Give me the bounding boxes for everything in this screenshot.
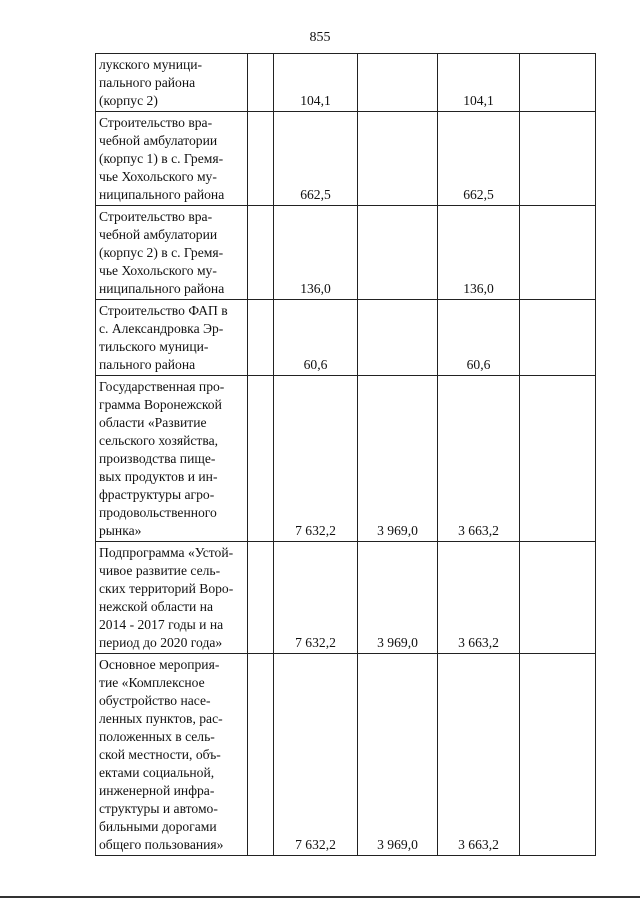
row-name-cell xyxy=(96,542,248,654)
row-name-line: грамма Воронежской xyxy=(99,397,222,412)
row-name-line: ниципального района xyxy=(99,187,225,202)
row-name-line: тие «Комплексное xyxy=(99,675,205,690)
row-name-line: ниципального района xyxy=(99,281,225,296)
row-name-line: чебной амбулатории xyxy=(99,133,218,148)
row-name-line: Строительство вра- xyxy=(99,209,213,224)
row-name-cell xyxy=(96,376,248,542)
row-name-line: пального района xyxy=(99,75,196,90)
blank-cell xyxy=(520,300,596,376)
row-name-line: ектами социальной, xyxy=(99,765,215,780)
row-name-line: чье Хохольского му- xyxy=(99,263,217,278)
page-number: 855 xyxy=(309,30,331,45)
row-name-cell xyxy=(96,206,248,300)
total-cell xyxy=(274,654,358,856)
total-value: 662,5 xyxy=(300,187,331,202)
row-name-line: тильского муници- xyxy=(99,339,209,354)
table-row xyxy=(96,206,596,300)
blank-cell xyxy=(520,54,596,112)
row-name-line: обустройство насе- xyxy=(99,693,211,708)
federal-value: 3 969,0 xyxy=(377,523,418,538)
federal-cell xyxy=(358,206,438,300)
total-cell xyxy=(274,376,358,542)
regional-value: 60,6 xyxy=(466,357,491,372)
row-name-line: период до 2020 года» xyxy=(99,635,223,650)
table-row xyxy=(96,300,596,376)
row-name-cell xyxy=(96,54,248,112)
federal-cell xyxy=(358,300,438,376)
federal-cell xyxy=(358,54,438,112)
regional-value: 3 663,2 xyxy=(458,635,499,650)
blank-cell xyxy=(520,206,596,300)
federal-cell xyxy=(358,542,438,654)
row-name-line: Строительство ФАП в xyxy=(99,303,228,318)
table-row xyxy=(96,112,596,206)
regional-value: 136,0 xyxy=(463,281,494,296)
blank-cell xyxy=(248,54,274,112)
row-name-line: общего пользования» xyxy=(99,837,224,852)
regional-cell xyxy=(438,206,520,300)
blank-cell xyxy=(248,206,274,300)
blank-cell xyxy=(520,654,596,856)
budget-table xyxy=(95,53,596,856)
federal-cell xyxy=(358,112,438,206)
row-name-line: Государственная про- xyxy=(99,379,225,394)
row-name-line: бильными дорогами xyxy=(99,819,217,834)
blank-cell xyxy=(248,654,274,856)
table-body xyxy=(96,54,596,856)
row-name-line: инженерной инфра- xyxy=(99,783,215,798)
total-value: 60,6 xyxy=(303,357,328,372)
row-name-line: Строительство вра- xyxy=(99,115,213,130)
total-value: 136,0 xyxy=(300,281,331,296)
row-name-line: чебной амбулатории xyxy=(99,227,218,242)
total-cell xyxy=(274,542,358,654)
row-name-line: ской местности, объ- xyxy=(99,747,221,762)
total-value: 7 632,2 xyxy=(295,523,336,538)
row-name-line: (корпус 1) в с. Гремя- xyxy=(99,151,224,166)
regional-cell xyxy=(438,542,520,654)
blank-cell xyxy=(248,542,274,654)
blank-cell xyxy=(520,112,596,206)
row-name-line: лукского муници- xyxy=(99,57,203,72)
federal-cell xyxy=(358,654,438,856)
row-name-cell xyxy=(96,300,248,376)
row-name-cell xyxy=(96,112,248,206)
row-name-line: структуры и автомо- xyxy=(99,801,218,816)
row-name-line: Основное мероприя- xyxy=(99,657,220,672)
blank-cell xyxy=(520,376,596,542)
regional-cell xyxy=(438,300,520,376)
row-name-line: сельского хозяйства, xyxy=(99,433,219,448)
row-name-line: рынка» xyxy=(99,523,142,538)
regional-value: 104,1 xyxy=(463,93,494,108)
row-name-line: чье Хохольского му- xyxy=(99,169,217,184)
row-name-line: Подпрограмма «Устой- xyxy=(99,545,234,560)
federal-cell xyxy=(358,376,438,542)
table-row xyxy=(96,54,596,112)
blank-cell xyxy=(520,542,596,654)
federal-value: 3 969,0 xyxy=(377,635,418,650)
row-name-line: области «Развитие xyxy=(99,415,207,430)
row-name-line: производства пище- xyxy=(99,451,216,466)
blank-cell xyxy=(248,300,274,376)
row-name-line: положенных в сель- xyxy=(99,729,215,744)
row-name-line: нежской области на xyxy=(99,599,214,614)
table-row xyxy=(96,376,596,542)
row-name-line: с. Александровка Эр- xyxy=(99,321,224,336)
total-value: 104,1 xyxy=(300,93,331,108)
total-cell xyxy=(274,206,358,300)
regional-value: 3 663,2 xyxy=(458,523,499,538)
blank-cell xyxy=(248,376,274,542)
table-row xyxy=(96,542,596,654)
row-name-cell xyxy=(96,654,248,856)
regional-cell xyxy=(438,54,520,112)
table-row xyxy=(96,654,596,856)
row-name-line: фраструктуры агро- xyxy=(99,487,215,502)
row-name-line: (корпус 2) xyxy=(99,93,158,108)
regional-value: 662,5 xyxy=(463,187,494,202)
bottom-rule xyxy=(0,896,640,898)
blank-cell xyxy=(248,112,274,206)
total-value: 7 632,2 xyxy=(295,635,336,650)
regional-cell xyxy=(438,376,520,542)
row-name-line: пального района xyxy=(99,357,196,372)
row-name-line: вых продуктов и ин- xyxy=(99,469,218,484)
row-name-line: ских территорий Воро- xyxy=(99,581,234,596)
row-name-line: чивое развитие сель- xyxy=(99,563,221,578)
row-name-line: 2014 - 2017 годы и на xyxy=(99,617,224,632)
total-value: 7 632,2 xyxy=(295,837,336,852)
row-name-line: ленных пунктов, рас- xyxy=(99,711,223,726)
total-cell xyxy=(274,112,358,206)
row-name-line: (корпус 2) в с. Гремя- xyxy=(99,245,224,260)
total-cell xyxy=(274,300,358,376)
row-name-line: продовольственного xyxy=(99,505,217,520)
total-cell xyxy=(274,54,358,112)
federal-value: 3 969,0 xyxy=(377,837,418,852)
regional-cell xyxy=(438,112,520,206)
regional-cell xyxy=(438,654,520,856)
regional-value: 3 663,2 xyxy=(458,837,499,852)
